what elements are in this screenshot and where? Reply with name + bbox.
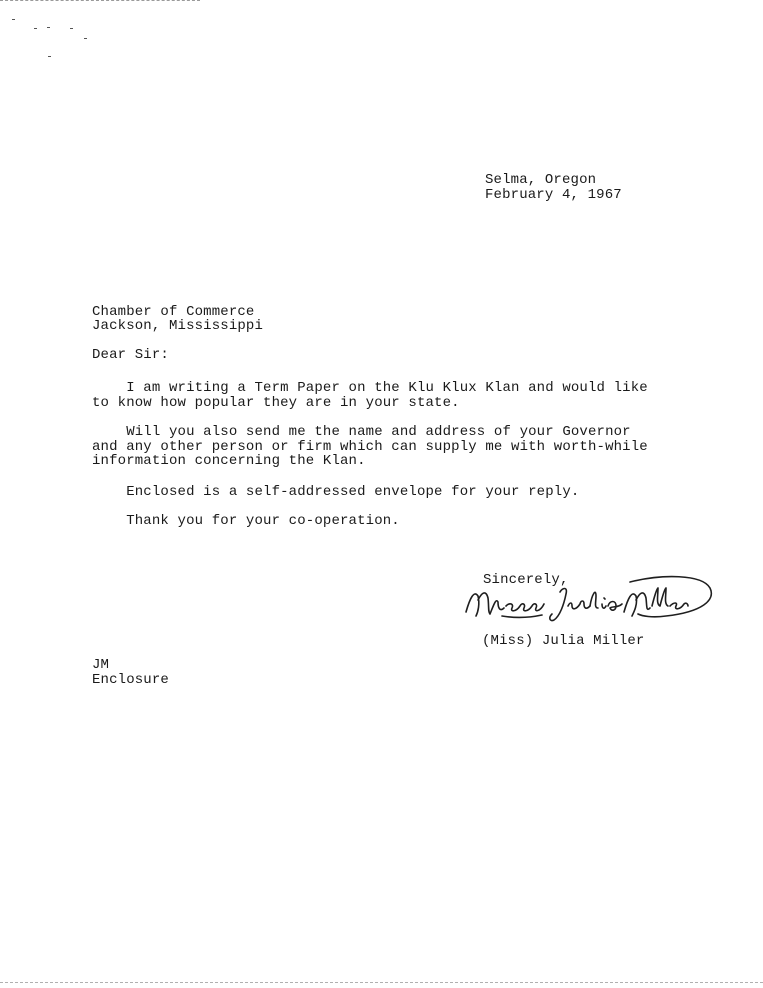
body-line: to know how popular they are in your state. <box>92 395 460 411</box>
letter-place: Selma, Oregon <box>485 172 597 188</box>
letter-date: February 4, 1967 <box>485 187 622 203</box>
body-line: information concerning the Klan. <box>92 453 366 469</box>
salutation: Dear Sir: <box>92 347 169 363</box>
typist-initials: JM <box>92 657 110 673</box>
recipient-line: Chamber of Commerce <box>92 304 255 320</box>
scan-speck <box>48 56 51 57</box>
handwritten-signature <box>462 568 717 628</box>
recipient-line: Jackson, Mississippi <box>92 318 264 334</box>
scan-edge-bottom <box>0 982 763 983</box>
scan-speck <box>47 27 50 28</box>
body-line: and any other person or firm which can supply me with worth-while <box>92 439 648 455</box>
closing: Sincerely, <box>483 572 569 588</box>
scan-speck <box>34 28 37 29</box>
body-line: Enclosed is a self-addressed envelope for your reply. <box>92 484 580 500</box>
scan-speck <box>70 28 73 29</box>
typed-name: (Miss) Julia Miller <box>482 633 645 649</box>
body-line: Will you also send me the name and address of your Governor <box>92 424 631 440</box>
scan-speck <box>84 38 87 39</box>
body-line: I am writing a Term Paper on the Klu Klux Klan and would like <box>92 380 648 396</box>
scan-speck <box>12 19 15 20</box>
scan-edge-top <box>0 0 200 1</box>
enclosure-note: Enclosure <box>92 672 169 688</box>
body-line: Thank you for your co-operation. <box>92 513 400 529</box>
